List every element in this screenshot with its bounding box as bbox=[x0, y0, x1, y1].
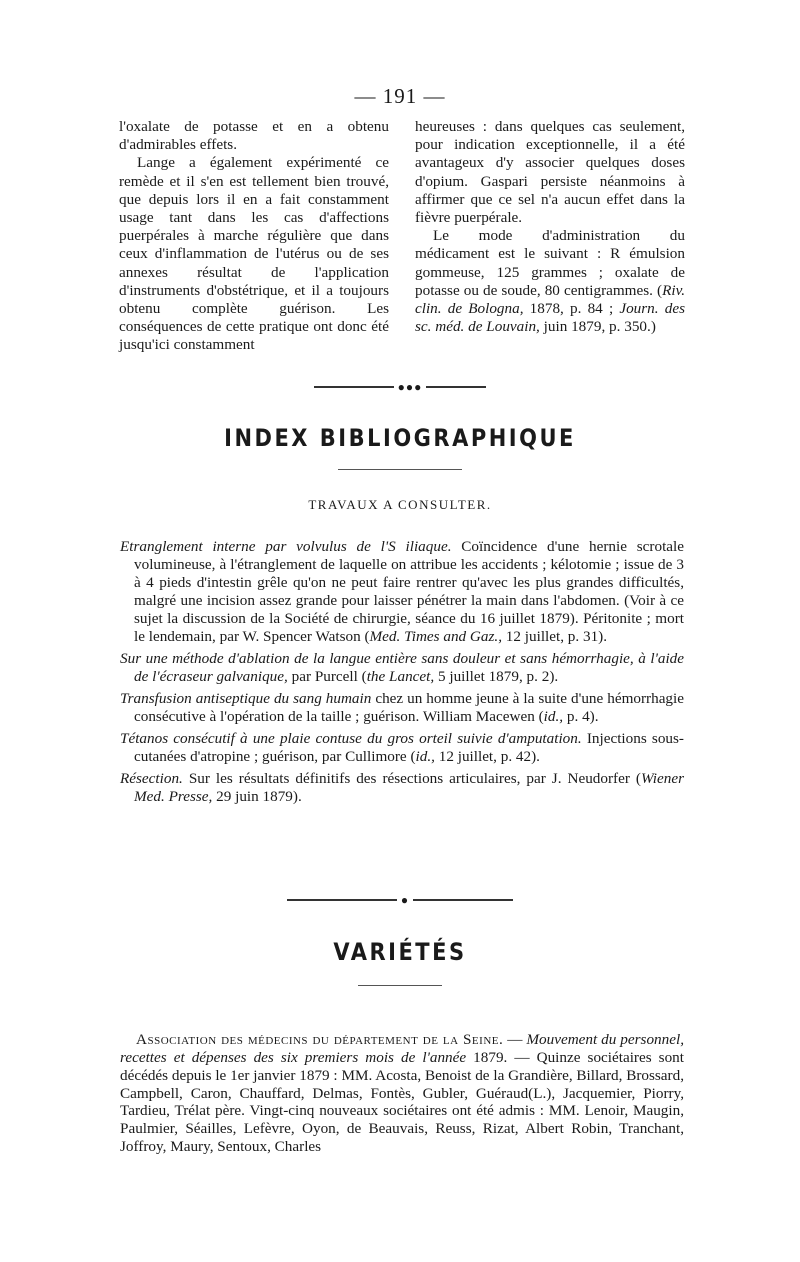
varietes-paragraph: Association des médecins du département de la Seine. — Mouvement du personnel, recettes et dépenses des six premiers mois de l'année 1879. — Quinze sociétaires sont décédés depuis le 1er janvier 1879 : MM. Acosta, Benoist de la Grandière, Billard, Brossard, Campbell, Caron, Chauffard, Delmas, Fontès, Gubler, Guéraud(L.), Jacquemier, Piorry, Tardieu, Trélat père. Vingt-cinq nouveaux sociétaires ont été admis : MM. Lenoir, Maugin, Paulmier, Séailles, Lefèvre, Oyon, de Beauvais, Reuss, Rizat, Albert Robin, Tranchant, Joffroy, Maury, Sentoux, Charles bbox=[120, 1031, 684, 1155]
right-column bbox=[415, 118, 685, 355]
index-title: INDEX BIBLIOGRAPHIQUE bbox=[224, 424, 576, 452]
bibliography-entry: Sur une méthode d'ablation de la langue entière sans douleur et sans hémorrhagie, à l'aide de l'écraseur galvanique, par Purcell (the Lancet, 5 juillet 1879, p. 2). bbox=[120, 650, 684, 685]
two-column-text bbox=[119, 118, 685, 355]
varietes-rule bbox=[358, 985, 442, 986]
association-body: 1879. — Quinze sociétaires sont décédés depuis le 1er janvier 1879 : MM. Acosta, Benoist de la Grandière, Billard, Brossard, Campbell, Caron, Chauffard, Delmas, Fontès, Gubler, Guéraud(L.), Jacquemier, Piorry, Tardieu, Trélat père. Vingt-cinq nouveaux sociétaires ont été admis : MM. Lenoir, Maugin, Paulmier, Séailles, Lefèvre, Oyon, de Beauvais, Reuss, Rizat, Albert Robin, Tranchant, Joffroy, Maury, Sentoux, Charles bbox=[120, 1048, 684, 1155]
citation-riv-clin-tail: 1878, p. 84 ; bbox=[523, 300, 620, 318]
index-subtitle: TRAVAUX A CONSULTER. bbox=[308, 497, 492, 512]
ornamental-divider-2: ● bbox=[0, 891, 800, 908]
right-paragraph-1: heureuses : dans quelques cas seulement, pour indication exceptionnelle, il a été avantageux d'y associer quelques doses d'opium. Gaspari persiste néanmoins à affirmer que ce sel n'a aucun effet dans la fièvre puerpérale. bbox=[415, 118, 685, 227]
ornamental-divider: ●●● bbox=[0, 378, 800, 395]
bibliography-entry: Etranglement interne par volvulus de l'S iliaque. Coïncidence d'une hernie scrotale volumineuse, à l'étranglement de laquelle on attribue les accidents ; kélotomie ; issue de 3 à 4 pieds d'intestin grêle qu'on ne peut faire rentrer qu'avec les plus grandes difficultés, malgré une incision assez grande pour laisser pénétrer la main dans l'abdomen. (Voir à ce sujet la discussion de la Société de chirurgie, séance du 16 juillet 1879). Péritonite ; mort le lendemain, par W. Spencer Watson (Med. Times and Gaz., 12 juillet, p. 31). bbox=[120, 538, 684, 645]
bibliography-list bbox=[120, 538, 684, 810]
left-column bbox=[119, 118, 389, 355]
citation-riv-clin: Riv. clin. de Bologna, bbox=[415, 281, 685, 318]
right-paragraph-2 bbox=[415, 227, 685, 336]
bibliography-entry: Tétanos consécutif à une plaie contuse du gros orteil suivie d'amputation. Injections sous-cutanées d'atropine ; guérison, par Cullimore (id., 12 juillet, p. 42). bbox=[120, 730, 684, 765]
citation-journ-tail: juin 1879, p. 350.) bbox=[539, 318, 656, 336]
bibliography-entry: Résection. Sur les résultats définitifs des résections articulaires, par J. Neudorfer (Wiener Med. Presse, 29 juin 1879). bbox=[120, 770, 684, 805]
citation-journ-louvain: Journ. des sc. méd. de Louvain, bbox=[415, 300, 685, 336]
association-subheading: Mouvement du personnel, recettes et dépenses des six premiers mois de l'année bbox=[120, 1031, 684, 1066]
page-number: — 191 — bbox=[354, 84, 446, 108]
title-rule bbox=[338, 469, 462, 470]
association-heading: Association des médecins du département de la Seine. bbox=[136, 1031, 504, 1049]
varietes-title: VARIÉTÉS bbox=[333, 938, 467, 966]
left-paragraph-1: l'oxalate de potasse et en a obtenu d'admirables effets. bbox=[119, 118, 389, 154]
right-paragraph-2-text: Le mode d'administration du médicament est le suivant : R émulsion gommeuse, 125 grammes ; oxalate de potasse ou de soude, 80 centigrammes. ( bbox=[415, 227, 685, 299]
left-paragraph-2: Lange a également expérimenté ce remède et il s'en est tellement bien trouvé, que depuis lors il en a fait constamment usage tant dans les cas d'affections puerpérales à marche régulière que dans ceux d'inflammation de l'utérus ou de ses annexes résultat de l'application d'instruments d'obstétrique, et il a toujours obtenu complète guérison. Les conséquences de cette pratique ont donc été jusqu'ici constamment bbox=[119, 154, 389, 354]
bibliography-entry: Transfusion antiseptique du sang humain chez un homme jeune à la suite d'une hémorrhagie consécutive à l'opération de la taille ; guérison. William Macewen (id., p. 4). bbox=[120, 690, 684, 725]
